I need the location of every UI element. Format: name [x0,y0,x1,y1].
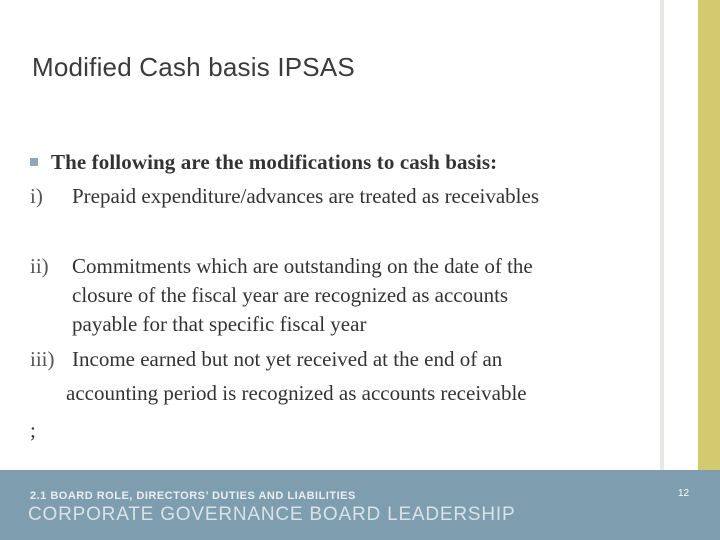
side-accent-bar [698,0,720,470]
list-item-number: i) [30,184,43,208]
lead-text: The following are the modifications to cash basis: [51,150,498,174]
footer-subtitle: 2.1 BOARD ROLE, DIRECTORS’ DUTIES AND LIABILITIES [30,490,356,502]
list-item-text [66,345,632,408]
slide-title: Modified Cash basis IPSAS [32,52,355,82]
footer-banner [0,470,720,540]
list-item-number: ii) [30,254,49,278]
trailing-text: ; [30,418,36,442]
list-item-line: Income earned but not yet received at the end of an [72,347,503,371]
page-number: 12 [678,488,690,499]
lead-bullet [30,148,497,176]
list-item-line: Commitments which are outstanding on the date of the [72,254,533,278]
list-item-line: payable for that specific fiscal year [72,312,367,336]
list-item-text [72,182,632,211]
list-item-line: Prepaid expenditure/advances are treated as receivables [72,184,540,208]
list-item-number: iii) [30,347,55,371]
footer-title: CORPORATE GOVERNANCE BOARD LEADERSHIP [28,504,516,525]
list-item-line: accounting period is recognized as accounts receivable [66,381,527,405]
list-item-line: closure of the fiscal year are recognized as accounts [72,283,509,307]
side-gap [664,0,698,470]
square-bullet-icon [30,158,38,166]
list-item-text [72,252,632,339]
